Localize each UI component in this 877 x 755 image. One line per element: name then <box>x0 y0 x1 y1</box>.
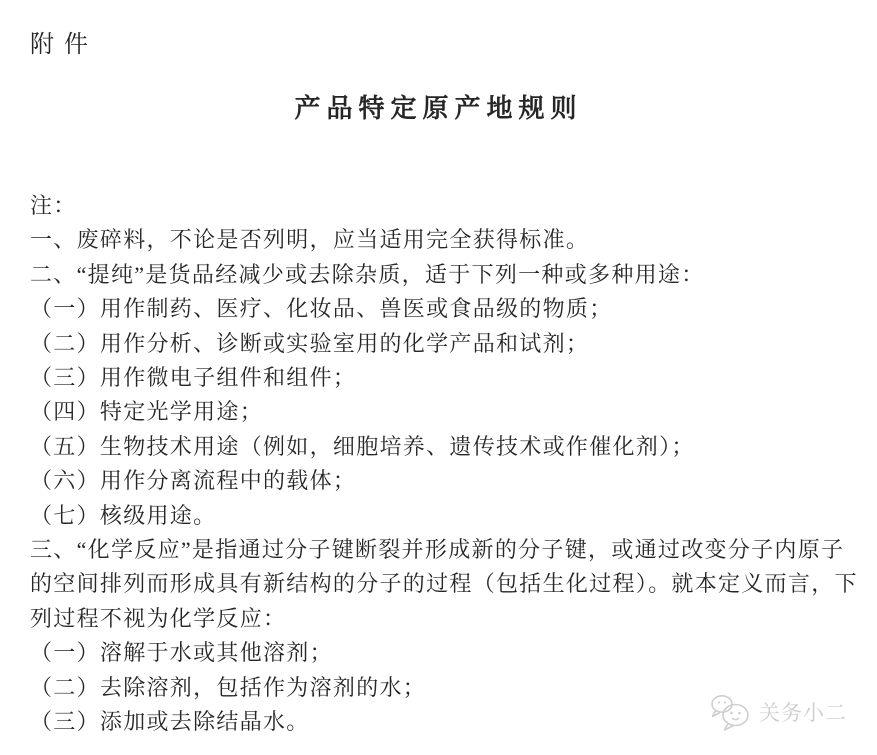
document-line: （六）用作分离流程中的载体； <box>30 468 357 494</box>
document-line: （七）核级用途。 <box>30 502 217 528</box>
attachment-label: 附件 <box>30 32 98 58</box>
document-line: （一）溶解于水或其他溶剂； <box>30 640 333 666</box>
document-body <box>30 189 858 740</box>
document-line: （二）去除溶剂，包括作为溶剂的水； <box>30 674 427 700</box>
document-line: （五）生物技术用途（例如，细胞培养、遗传技术或作催化剂）； <box>30 433 695 459</box>
watermark-text: 关务小二 <box>759 702 847 725</box>
document-line: 二、“提纯”是货品经减少或去除杂质，适于下列一种或多种用途： <box>30 261 705 287</box>
document-line: 的空间排列而形成具有新结构的分子的过程（包括生化过程）。就本定义而言，下 <box>30 571 858 597</box>
document-title: 产品特定原产地规则 <box>294 94 583 123</box>
document-line: 三、“化学反应”是指通过分子键断裂并形成新的分子键，或通过改变分子内原子 <box>30 537 845 563</box>
document-line: （三）用作微电子组件和组件； <box>30 365 357 391</box>
document-line: 列过程不视为化学反应： <box>30 605 287 631</box>
document-line: 一、废碎料，不论是否列明，应当适用完全获得标准。 <box>30 227 590 253</box>
document-line: （一）用作制药、医疗、化妆品、兽医或食品级的物质； <box>30 296 613 322</box>
document-line: （二）用作分析、诊断或实验室用的化学产品和试剂； <box>30 330 590 356</box>
document-line: （三）添加或去除结晶水。 <box>30 709 310 735</box>
watermark <box>709 693 847 731</box>
wechat-logo-icon <box>709 693 751 731</box>
note-label: 注： <box>30 193 77 218</box>
document-line: （四）特定光学用途； <box>30 399 264 425</box>
